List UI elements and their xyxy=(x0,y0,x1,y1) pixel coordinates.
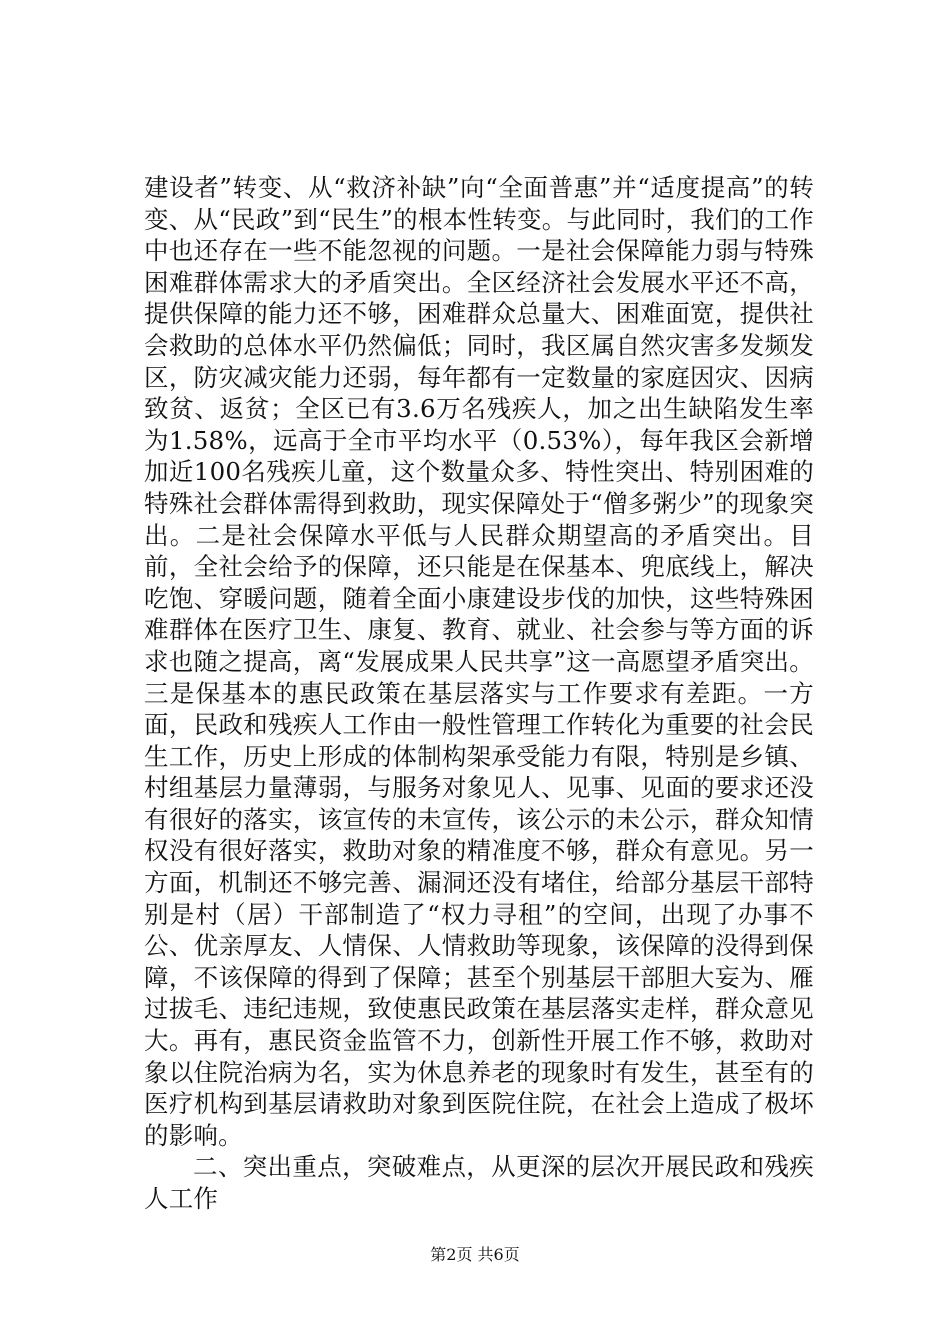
page-number-footer: 第2页 共6页 xyxy=(430,1245,520,1264)
paragraph-continued-text: 建设者”转变、从“救济补缺”向“全面普惠”并“适度提高”的转变、从“民政”到“民生”的根本性转变。与此同时，我们的工作中也还存在一些不能忽视的问题。一是社会保障能力弱与特殊困难群体需求大的矛盾突出。全区经济社会发展水平还不高，提供保障的能力还不够，困难群众总量大、困难面宽，提供社会救助的总体水平仍然偏低；同时，我区属自然灾害多发频发区，防灾减灾能力还弱，每年都有一定数量的家庭因灾、因病致贫、返贫；全区已有3.6万名残疾人，加之出生缺陷发生率为1.58%，远高于全市平均水平（0.53%），每年我区会新增加近100名残疾儿童，这个数量众多、特性突出、特别困难的特殊社会群体需得到救助，现实保障处于“僧多粥少”的现象突出。二是社会保障水平低与人民群众期望高的矛盾突出。目前，全社会给予的保障，还只能是在保基本、兜底线上，解决吃饱、穿暖问题，随着全面小康建设步伐的加快，这些特殊困难群体在医疗卫生、康复、教育、就业、社会参与等方面的诉求也随之提高，离“发展成果人民共享”这一高愿望矛盾突出。三是保基本的惠民政策在基层落实与工作要求有差距。一方面，民政和残疾人工作由一般性管理工作转化为重要的社会民生工作，历史上形成的体制构架承受能力有限，特别是乡镇、村组基层力量薄弱，与服务对象见人、见事、见面的要求还没有很好的落实，该宣传的未宣传，该公示的未公示，群众知情权没有很好落实，救助对象的精准度不够，群众有意见。另一方面，机制还不够完善、漏洞还没有堵住，给部分基层干部特别是村（居）干部制造了“权力寻租”的空间，出现了办事不公、优亲厚友、人情保、人情救助等现象，该保障的没得到保障，不该保障的得到了保障；甚至个别基层干部胆大妄为、雁过拔毛、违纪违规，致使惠民政策在基层落实走样，群众意见大。再有，惠民资金监管不力，创新性开展工作不够，救助对象以住院治病为名，实为休息养老的现象时有发生，甚至有的医疗机构到基层请救助对象到医院住院，在社会上造成了极坏的影响。 xyxy=(144,173,814,1150)
document-body xyxy=(144,172,814,1215)
section-heading-two: 二、突出重点，突破难点，从更深的层次开展民政和残疾人工作 xyxy=(144,1152,814,1213)
